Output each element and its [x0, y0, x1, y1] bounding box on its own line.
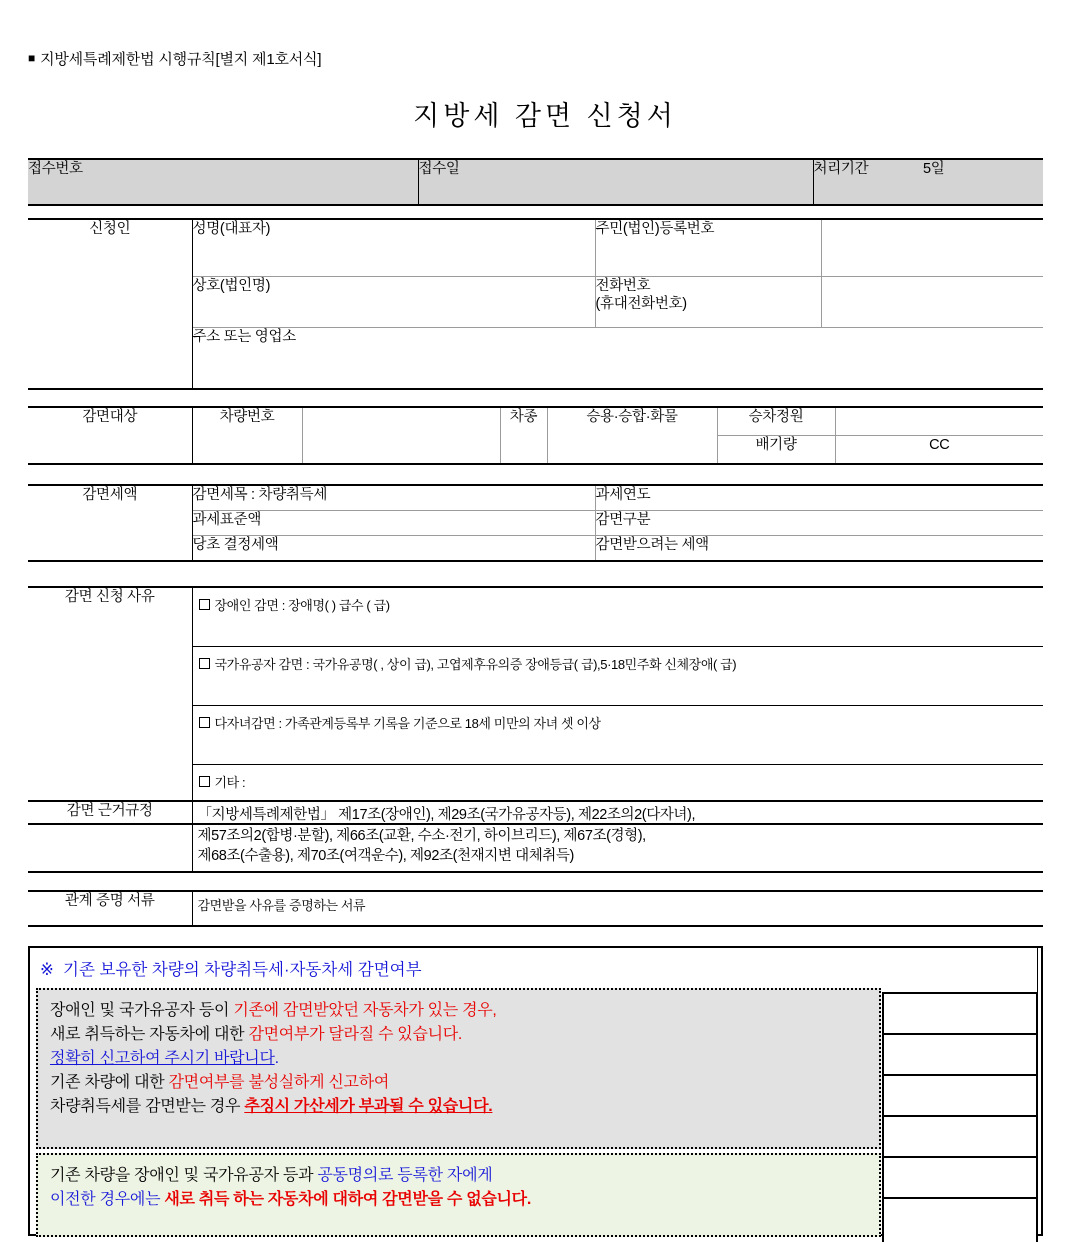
notice-text-red: 기존에 감면받았던 자동차가 있는 경우, — [233, 1002, 497, 1019]
applicant-phone-label-line1: 전화번호 — [595, 278, 651, 294]
receipt-table — [28, 158, 1043, 206]
notice-panel — [28, 946, 1043, 1236]
reason-item-label: 다자녀감면 : 가족관계등록부 기록을 기준으로 18세 미만의 자녀 셋 이상 — [214, 716, 601, 731]
tax-section-label: 감면세액 — [28, 485, 192, 561]
notice-text-red: 감면여부가 달라질 수 있습니다. — [248, 1026, 463, 1043]
receipt-date-label: 접수일 — [418, 159, 813, 205]
notice-line — [50, 1047, 879, 1071]
notice-text-black: 장애인 및 국가유공자 등이 — [50, 1002, 234, 1019]
legal-basis-text — [192, 801, 1043, 872]
form-reference-text: 지방세특례제한법 시행규칙[별지 제1호서식] — [40, 51, 322, 68]
notice-text-red-underline: 추징시 가산세가 부과될 수 있습니다. — [244, 1098, 493, 1115]
form-reference-line — [28, 48, 321, 69]
tax-original-label: 당초 결정세액 — [192, 536, 595, 562]
vehicle-table — [28, 406, 1043, 465]
notice-heading — [30, 948, 1041, 980]
reason-item-label: 기타 : — [214, 775, 246, 790]
legal-basis-line: 제57조의2(합병·분할), 제66조(교환, 수소·전기, 하이브리드), 제67조(경형), — [197, 827, 646, 844]
reason-item-veteran[interactable] — [192, 647, 1043, 706]
vehicle-capacity-label: 승차정원 — [717, 407, 835, 436]
reason-table — [28, 586, 1043, 825]
notice-line — [50, 1188, 879, 1212]
notice-line — [50, 1023, 879, 1047]
table-row — [28, 219, 1043, 277]
documents-value: 감면받을 사유를 증명하는 서류 — [197, 898, 366, 913]
documents-table — [28, 890, 1043, 927]
legal-basis-table — [28, 800, 1043, 873]
notice-joint-ownership-box — [36, 1153, 881, 1237]
signature-box[interactable] — [882, 1156, 1038, 1197]
legal-basis-line: 제68조(수출용), 제70조(여객운수), 제92조(천재지변 대체취득) — [197, 848, 574, 865]
checkbox-icon[interactable] — [199, 776, 210, 787]
reference-mark-icon: ※ — [40, 961, 54, 979]
signature-box-column — [882, 992, 1038, 1242]
tax-reduction-type-label: 감면구분 — [595, 511, 1043, 536]
bullet-square-icon: ■ — [28, 51, 36, 65]
checkbox-icon[interactable] — [199, 717, 210, 728]
applicant-table — [28, 218, 1043, 390]
vehicle-plate-input[interactable] — [302, 407, 500, 464]
applicant-company-label: 상호(법인명) — [192, 277, 595, 328]
table-row — [28, 159, 1043, 205]
reason-section-label: 감면 신청 사유 — [28, 587, 192, 824]
notice-text-red: 감면여부를 불성실하게 신고하여 — [168, 1074, 390, 1091]
applicant-address-label: 주소 또는 영업소 — [192, 329, 296, 345]
applicant-phone-label — [595, 277, 821, 328]
vehicle-type-options: 승용·승합·화물 — [547, 407, 717, 464]
reason-item-disability[interactable] — [192, 587, 1043, 647]
vehicle-capacity-input[interactable] — [835, 407, 1043, 436]
notice-text-black: 기존 차량에 대한 — [50, 1074, 169, 1091]
notice-text-black: 새로 취득하는 자동차에 대한 — [50, 1026, 249, 1043]
page-title: 지방세 감면 신청서 — [413, 101, 677, 131]
notice-line — [50, 1095, 879, 1119]
vehicle-displacement-label: 배기량 — [717, 436, 835, 465]
notice-text-blue-underline: 정확히 신고하여 주시기 바랍니다 — [50, 1050, 275, 1067]
signature-box[interactable] — [882, 1033, 1038, 1074]
tax-base-label: 과세표준액 — [192, 511, 595, 536]
processing-period-label: 처리기간 — [813, 159, 923, 205]
applicant-resident-number-input[interactable] — [821, 219, 1043, 277]
notice-warning-box — [36, 988, 881, 1149]
applicant-phone-label-line2: (휴대전화번호) — [595, 296, 687, 313]
notice-text-black: 기존 차량을 장애인 및 국가유공자 등과 — [50, 1167, 318, 1184]
checkbox-icon[interactable] — [199, 658, 210, 669]
tax-item-label: 감면세목 : 차량취득세 — [192, 485, 595, 511]
documents-section-label: 관계 증명 서류 — [28, 891, 192, 926]
vehicle-section-label: 감면대상 — [28, 407, 192, 464]
processing-period-value: 5일 — [923, 159, 1043, 205]
signature-box[interactable] — [882, 992, 1038, 1033]
notice-text-black: 차량취득세를 감면받는 경우 — [50, 1098, 245, 1115]
receipt-number-label: 접수번호 — [28, 159, 418, 205]
notice-line — [50, 1071, 879, 1095]
vehicle-type-label: 차종 — [500, 407, 547, 464]
tax-requested-label: 감면받으려는 세액 — [595, 537, 709, 553]
vehicle-plate-label: 차량번호 — [192, 407, 302, 464]
applicant-resident-number-label: 주민(법인)등록번호 — [595, 219, 821, 277]
checkbox-icon[interactable] — [199, 599, 210, 610]
reason-item-multichild[interactable] — [192, 706, 1043, 765]
applicant-section-label: 신청인 — [28, 219, 192, 389]
tax-year-label: 과세연도 — [595, 485, 1043, 511]
applicant-name-label: 성명(대표자) — [192, 219, 595, 277]
applicant-phone-input[interactable] — [821, 277, 1043, 328]
notice-text-red: 새로 취득 하는 자동차에 대하여 감면받을 수 없습니다. — [164, 1191, 531, 1208]
signature-box[interactable] — [882, 1074, 1038, 1115]
tax-amount-table — [28, 484, 1043, 562]
notice-text-blue: . — [274, 1050, 279, 1067]
notice-body — [36, 988, 881, 1237]
table-row — [28, 891, 1043, 926]
signature-box[interactable] — [882, 1197, 1038, 1242]
reason-item-label: 국가유공자 감면 : 국가유공명( , 상이 급), 고엽제후유의증 장애등급( 급),5·18민주화 신체장애( 급) — [214, 657, 737, 672]
table-row — [28, 485, 1043, 511]
vehicle-displacement-unit: CC — [929, 437, 950, 453]
legal-basis-line: 「지방세특례제한법」 제17조(장애인), 제29조(국가유공자등), 제22조의2(다자녀), — [197, 807, 696, 823]
reason-item-label: 장애인 감면 : 장애명( ) 급수 ( 급) — [214, 598, 390, 613]
notice-text-blue: 공동명의로 등록한 자에게 — [317, 1167, 493, 1184]
signature-box[interactable] — [882, 1115, 1038, 1156]
table-row — [28, 587, 1043, 647]
notice-text-blue: 이전한 경우에는 — [50, 1191, 165, 1208]
table-row — [28, 407, 1043, 436]
table-row — [28, 801, 1043, 872]
legal-section-label: 감면 근거규정 — [28, 801, 192, 872]
notice-line — [50, 999, 879, 1023]
notice-line — [50, 1164, 879, 1188]
notice-heading-text: 기존 보유한 차량의 차량취득세·자동차세 감면여부 — [63, 961, 422, 979]
